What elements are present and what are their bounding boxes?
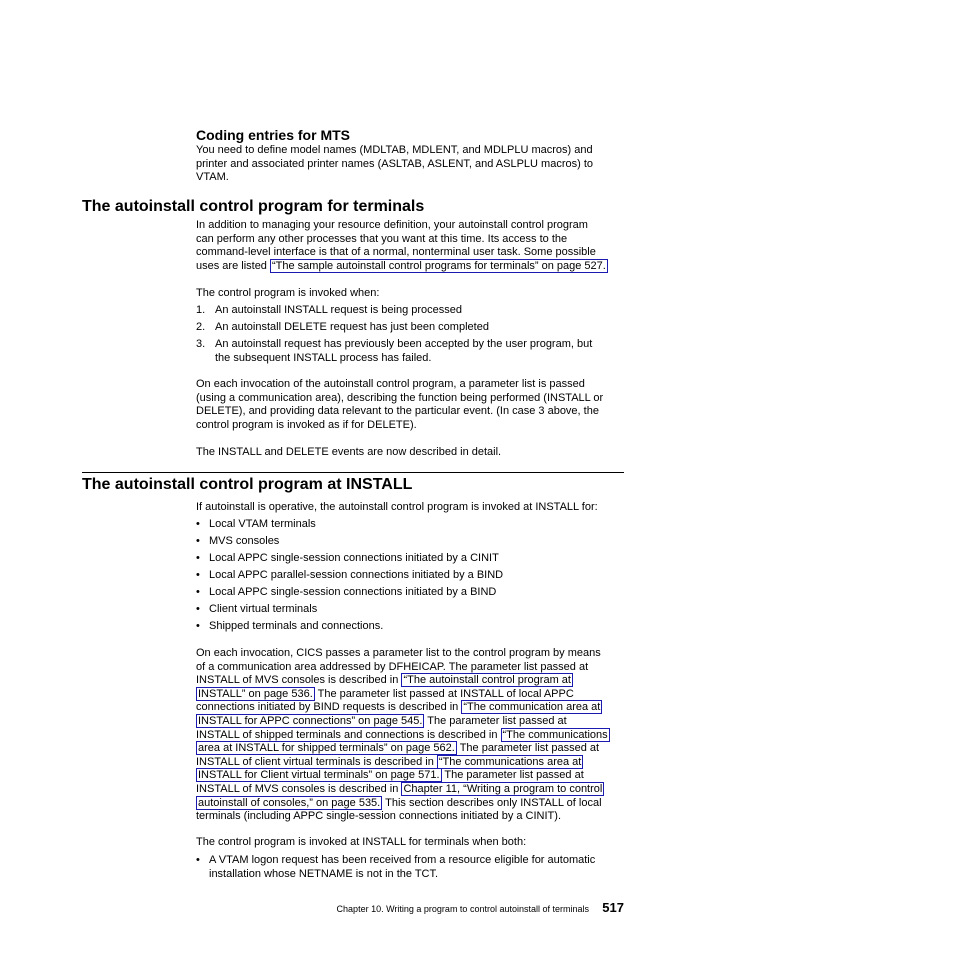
text-line xyxy=(196,260,608,274)
list-item: • Local APPC parallel-session connections initiated by a BIND xyxy=(196,568,504,581)
list-item: • Local VTAM terminals xyxy=(196,518,316,530)
list-item: 3. An autoinstall request has previously been accepted by the user program, but the subsequent INSTALL process has failed. xyxy=(196,337,593,364)
text-line: DELETE), and providing data relevant to the particular event. (In case 3 above, the xyxy=(196,405,599,418)
when-both-text: The control program is invoked at INSTALL for terminals when both: xyxy=(196,836,527,848)
text-line: printer and associated printer names (ASLTAB, ASLENT, and ASLPLU macros) to xyxy=(196,157,594,170)
link-chapter-11-cont[interactable]: autoinstall of consoles,” on page 535. xyxy=(198,796,381,809)
section-heading-terminals: The autoinstall control program for terminals xyxy=(82,198,425,215)
text-line: of a communication area addressed by DFHEICAP. The parameter list passed at xyxy=(196,660,589,673)
list-item: • Local APPC single-session connections initiated by a CINIT xyxy=(196,551,499,564)
mts-heading: Coding entries for MTS xyxy=(196,127,350,143)
link-sample-programs[interactable]: “The sample autoinstall control programs for terminals” on page 527. xyxy=(272,259,606,272)
text-line: INSTALL of MVS consoles is described in “The autoinstall control program at xyxy=(196,674,571,687)
text-run: uses are listed xyxy=(196,259,267,272)
install-intro-text: If autoinstall is operative, the autoinstall control program is invoked at INSTALL for: xyxy=(196,501,598,513)
text-line: INSTALL of MVS consoles is described in Chapter 11, “Writing a program to control xyxy=(196,782,603,795)
link-client-comm-area[interactable]: “The communications area at xyxy=(438,755,582,768)
link-chapter-11[interactable]: Chapter 11, “Writing a program to control xyxy=(403,782,603,795)
numbered-list xyxy=(196,304,592,365)
link-control-program-install-cont[interactable]: INSTALL” on page 536. xyxy=(198,687,313,700)
intro-paragraph xyxy=(196,219,608,273)
list-item: 1. An autoinstall INSTALL request is being processed xyxy=(196,304,463,316)
list-item: • Local APPC single-session connections initiated by a BIND xyxy=(196,585,497,598)
text-line: (using a communication area), describing the function being performed (INSTALL or xyxy=(196,391,604,404)
link-shipped-comm-area[interactable]: “The communications xyxy=(502,728,608,741)
list-item: • Client virtual terminals xyxy=(196,602,318,615)
footer-chapter-title: Chapter 10. Writing a program to control autoinstall of terminals xyxy=(336,904,589,914)
mts-paragraph xyxy=(196,144,593,185)
text-line: On each invocation, CICS passes a parameter list to the control program by means xyxy=(196,647,601,659)
text-line: autoinstall of consoles,” on page 535. This section describes only INSTALL of local xyxy=(198,796,602,809)
text-line: INSTALL of shipped terminals and connections is described in “The communications xyxy=(196,728,608,741)
text-line: connections initiated by BIND requests is described in “The communication area at xyxy=(196,701,601,714)
link-control-program-install[interactable]: “The autoinstall control program at xyxy=(403,674,571,687)
text-line: area at INSTALL for shipped terminals” on page 562. The parameter list passed at xyxy=(198,742,600,755)
invoked-when-text: The control program is invoked when: xyxy=(196,287,380,299)
text-line: INSTALL” on page 536. The parameter list passed at INSTALL of local APPC xyxy=(198,687,574,700)
list-item: • MVS consoles xyxy=(196,534,280,547)
events-text: The INSTALL and DELETE events are now described in detail. xyxy=(196,446,502,458)
text-line: INSTALL for Client virtual terminals” on page 571. The parameter list passed at xyxy=(198,769,584,782)
text-line: control program is invoked as if for DELETE). xyxy=(196,418,417,431)
text-line: command-level interface is that of a normal, nonterminal user task. Some possible xyxy=(196,246,596,259)
parameter-list-paragraph xyxy=(196,647,610,824)
text-line: On each invocation of the autoinstall control program, a parameter list is passed xyxy=(196,378,585,390)
text-line: INSTALL of client virtual terminals is described in “The communications area at xyxy=(196,755,582,768)
list-item: • Shipped terminals and connections. xyxy=(196,619,384,632)
text-line: can perform any other processes that you want at this time. Its access to the xyxy=(196,232,568,245)
link-shipped-comm-area-cont[interactable]: area at INSTALL for shipped terminals” on page 562. xyxy=(198,742,455,755)
section-divider xyxy=(82,472,624,473)
link-client-comm-area-cont[interactable]: INSTALL for Client virtual terminals” on page 571. xyxy=(198,769,440,782)
link-appc-comm-area[interactable]: “The communication area at xyxy=(463,701,601,714)
page-number: 517 xyxy=(602,900,624,915)
text-line: VTAM. xyxy=(196,171,229,184)
invocation-paragraph xyxy=(196,378,603,432)
list-item: 2. An autoinstall DELETE request has just been completed xyxy=(196,320,489,333)
text-line: In addition to managing your resource definition, your autoinstall control program xyxy=(196,219,588,231)
bullet-list xyxy=(196,518,503,634)
section-heading-install: The autoinstall control program at INSTALL xyxy=(82,476,413,493)
text-line: INSTALL for APPC connections” on page 545. The parameter list passed at xyxy=(198,714,567,727)
final-bullet-list xyxy=(196,854,595,881)
link-appc-comm-area-cont[interactable]: INSTALL for APPC connections” on page 545. xyxy=(198,714,423,727)
text-line: terminals (including APPC single-session connections initiated by a CINIT). xyxy=(196,810,561,823)
list-item: • A VTAM logon request has been received from a resource eligible for automatic installation whose NETNAME is not in the TCT. xyxy=(196,854,596,880)
text-line: You need to define model names (MDLTAB, MDLENT, and MDLPLU macros) and xyxy=(196,144,593,156)
